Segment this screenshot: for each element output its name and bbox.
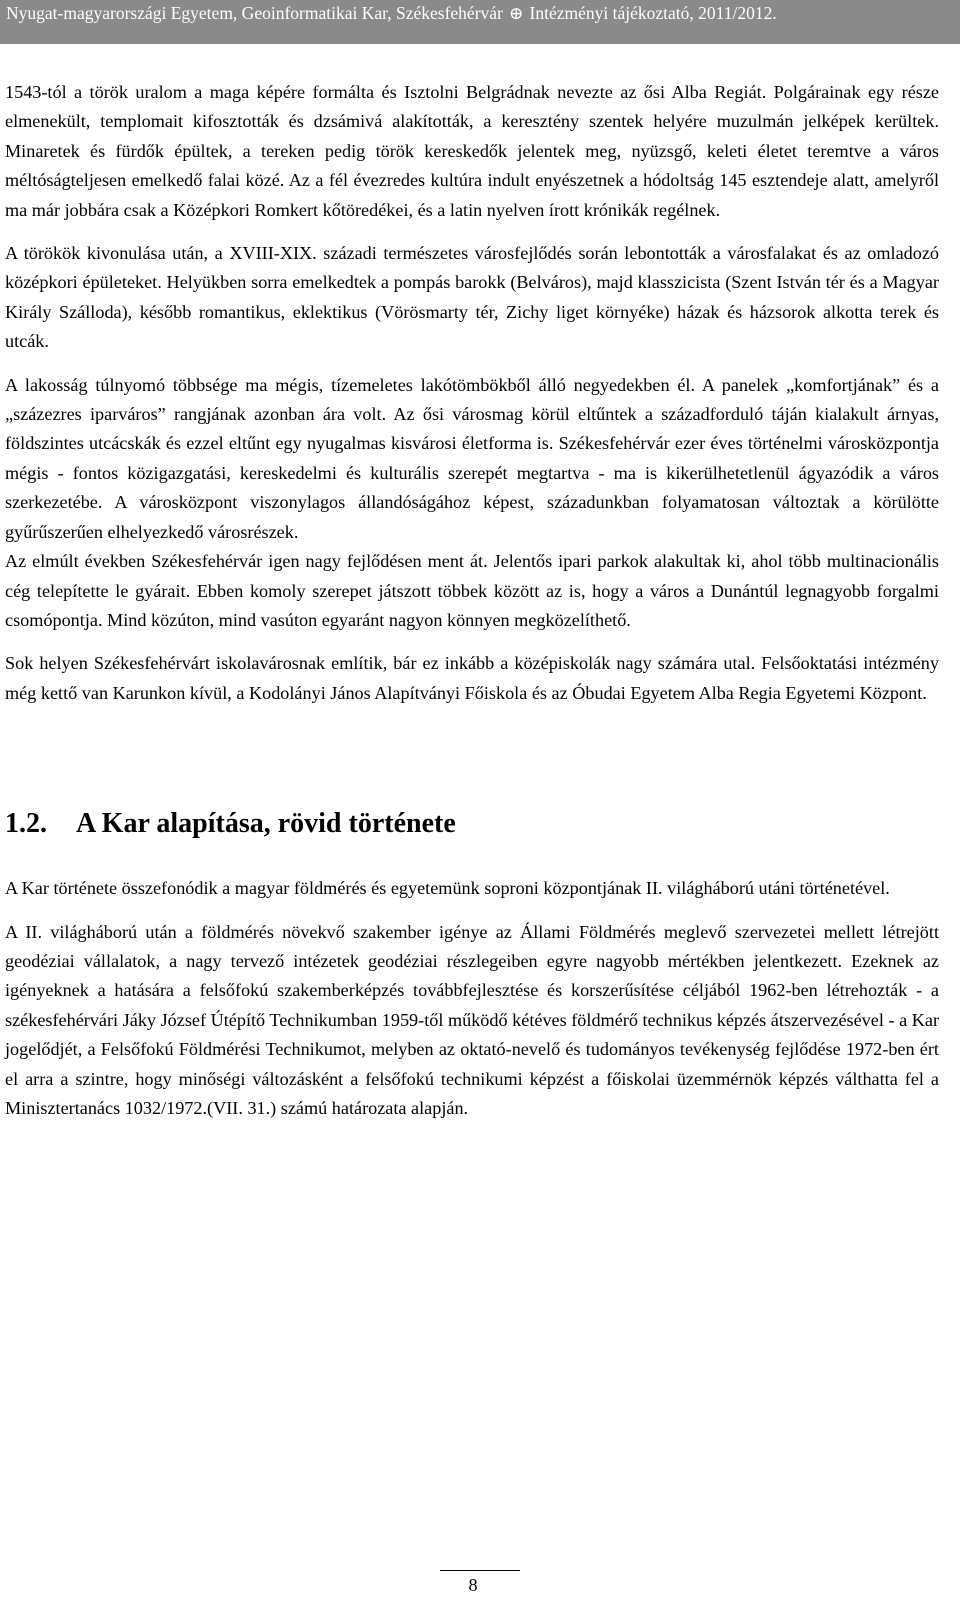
header-document-title: Intézményi tájékoztató, 2011/2012. [529,3,777,23]
page-body [5,78,939,1123]
section-heading [5,806,939,842]
paragraph-school-city: Sok helyen Székesfehérvárt iskolavárosnak említik, bár ez inkább a középiskolák nagy számára utal. Felsőoktatási intézmény még kettő van Karunkon kívül, a Kodolányi János Alapítványi Főiskola és az Óbudai Egyetem Alba Regia Egyetemi Központ. [5,653,939,703]
section-title: A Kar alapítása, rövid története [76,808,456,840]
paragraph-faculty-history-intro: A Kar története összefonódik a magyar földmérés és egyetemünk soproni központjának II. világháború utáni történetével. [5,878,890,899]
paragraph-population: A lakosság túlnyomó többsége ma mégis, tízemeletes lakótömbökből álló negyedekben él. A panelek „komfortjának” és a „százezres iparváros” rangjának azonban ára volt. Az ősi városmag körül eltűntek a századforduló táján kialakult árnyas, földszintes utcácskák és ezzel eltűnt egy nyugalmas kisvárosi életforma is. Székesfehérvár ezer éves történelmi városközpontja mégis - fontos közigazgatási, kereskedelmi és kulturális szerepét megtartva - ma is kikerülhetetlenül ágyazódik a város szerkezetébe. A városközpont viszonylagos állandóságához képest, századunkban folyamatosan változtak a körülötte gyűrűszerűen elhelyezkedő városrészek. [5,374,939,542]
header-institution: Nyugat-magyarországi Egyetem, Geoinformatikai Kar, Székesfehérvár [6,3,503,23]
section-number: 1.2. [5,808,47,840]
running-header [0,0,960,44]
paragraph-recent-development: Az elmúlt években Székesfehérvár igen nagy fejlődésen ment át. Jelentős ipari parkok alakultak ki, ahol több multinacionális cég telepítette le gyárait. Ebben komoly szerepet játszott többek között az is, hogy a város a Dunántúl legnagyobb forgalmi csomópontja. Mind közúton, mind vasúton egyaránt nagyon könnyen megközelíthető. [5,551,939,630]
footer-divider [440,1570,520,1571]
paragraph-faculty-founding: A II. világháború után a földmérés növekvő szakember igénye az Állami Földmérés meglevő szervezetei mellett létrejött geodéziai vállalatok, a nagy tervező intézetek geodéziai részlegeiben egyre nagyobb mértékben jelentkezett. Ezeknek az igényeknek a hatására a felsőfokú szakemberképzés továbbfejlesztése és korszerűsítése céljából 1962-ben létrehozták - a székesfehérvári Jáky József Útépítő Technikumban 1959-től működő kétéves földmérő technikus képzés átszervezésével - a Kar jogelődjét, a Felsőfokú Földmérési Technikumot, melyben az oktató-nevelő és tudományos tevékenység fejlődése 1972-ben ért el arra a szintre, hogy minőségi változásként a felsőfokú technikumi képzést a főiskolai üzemmérnök képzés válthatta fel a Minisztertanács 1032/1972.(VII. 31.) számú határozata alapján. [5,921,939,1118]
header-separator-icon: ⊕ [508,3,524,23]
page-number: 8 [468,1575,478,1595]
paragraph-after-turks: A törökök kivonulása után, a XVIII-XIX. századi természetes városfejlődés során lebontották a városfalakat és az omladozó középkori épületeket. Helyükben sorra emelkedtek a pompás barokk (Belváros), majd klasszicista (Szent István tér és a Magyar Király Szálloda), később romantikus, eklektikus (Vörösmarty tér, Zichy liget környéke) házak és házsorok alkotta terek és utcák. [5,243,939,352]
paragraph-turkish-rule: 1543-tól a török uralom a maga képére formálta és Isztolni Belgrádnak nevezte az ősi Alba Regiát. Polgárainak egy része elmenekült, templomait kifosztották és dzsámivá alakították, a keresztény szentek helyére muzulmán jelképek kerültek. Minaretek és fürdők épültek, a tereken pedig török kereskedők jelentek meg, nyüzsgő, keleti életet teremtve a város méltóságteljesen emelkedő falai közé. Az a fél évezredes kultúra indult enyészetnek a hódoltság 145 esztendeje alatt, amelyről ma már jobbára csak a Középkori Romkert kőtöredékei, és a latin nyelven írott krónikák regélnek. [5,82,939,220]
